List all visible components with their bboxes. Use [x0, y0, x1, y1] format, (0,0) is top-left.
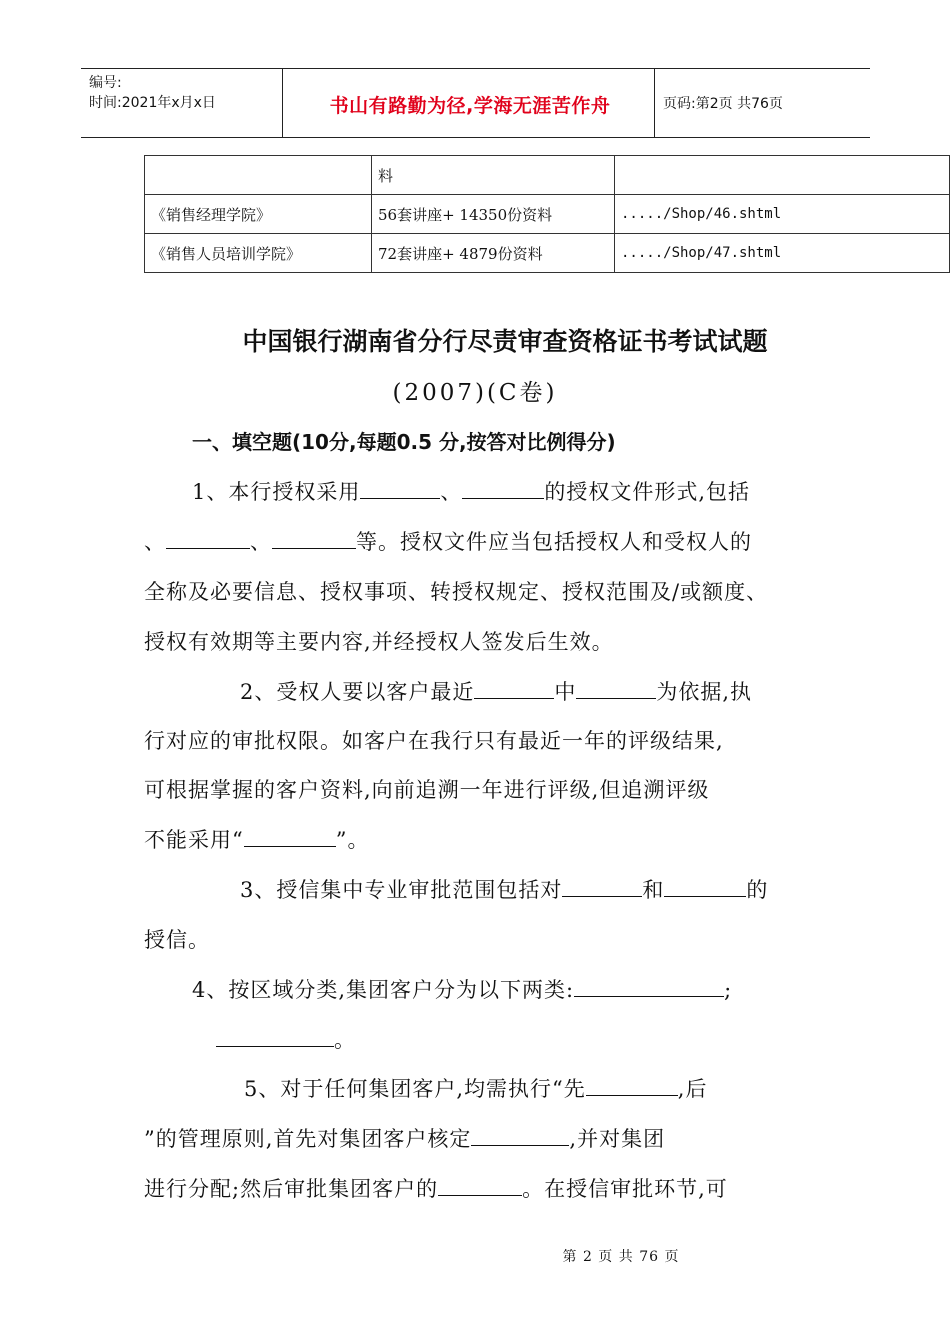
question-2-line: 行对应的审批权限。如客户在我行只有最近一年的评级结果, — [144, 729, 724, 753]
resource-desc: 56套讲座+ 14350份资料 — [372, 195, 615, 234]
resource-desc: 料 — [372, 156, 615, 195]
question-text: 1、本行授权采用 — [192, 480, 361, 504]
question-text: ”。 — [335, 828, 370, 852]
question-1-line: 全称及必要信息、授权事项、转授权规定、授权范围及/或额度、 — [144, 580, 769, 604]
table-row — [145, 195, 950, 234]
question-4-line — [216, 1026, 356, 1054]
question-text: ,并对集团 — [569, 1127, 666, 1151]
answer-blank[interactable] — [216, 1026, 334, 1047]
question-text: 4、按区域分类,集团客户分为以下两类: — [192, 978, 575, 1002]
question-text: 、 — [440, 480, 463, 504]
question-text: 。 — [334, 1028, 356, 1052]
question-2-line — [240, 678, 752, 706]
page-header — [81, 68, 870, 138]
resource-name: 《销售经理学院》 — [145, 195, 372, 234]
question-text: 。在授信审批环节,可 — [522, 1177, 728, 1201]
question-text: 为依据,执 — [656, 680, 753, 704]
answer-blank[interactable] — [562, 876, 642, 897]
serial-label: 编号: — [89, 75, 122, 91]
page-footer: 第 2 页 共 76 页 — [562, 1249, 680, 1265]
question-1-line — [144, 528, 752, 556]
resource-name: 《销售人员培训学院》 — [145, 234, 372, 273]
answer-blank[interactable] — [474, 678, 554, 699]
question-text: 、 — [144, 530, 166, 554]
question-3-line: 授信。 — [144, 928, 210, 952]
question-text: ”的管理原则,首先对集团客户核定 — [144, 1127, 472, 1151]
header-motto: 书山有路勤为径,学海无涯苦作舟 — [329, 95, 611, 117]
question-text: 、 — [250, 530, 272, 554]
answer-blank[interactable] — [360, 478, 440, 499]
resource-table — [144, 155, 950, 273]
question-1-line — [192, 478, 750, 506]
question-text: 等。授权文件应当包括授权人和受权人的 — [356, 530, 752, 554]
date-label: 时间:2021年x月x日 — [89, 95, 216, 111]
question-1-line: 授权有效期等主要内容,并经授权人签发后生效。 — [144, 630, 614, 654]
question-text: 3、授信集中专业审批范围包括对 — [240, 878, 563, 902]
resource-link[interactable]: ...../Shop/47.shtml — [615, 234, 950, 273]
answer-blank[interactable] — [576, 678, 656, 699]
resource-name — [145, 156, 372, 195]
question-text: 中 — [554, 680, 577, 704]
question-text: 进行分配;然后审批集团客户的 — [144, 1177, 439, 1201]
resource-link[interactable]: ...../Shop/46.shtml — [615, 195, 950, 234]
question-text: 不能采用“ — [144, 828, 244, 852]
question-4-line — [192, 976, 732, 1004]
document-subtitle: (2007)(C卷) — [392, 380, 558, 406]
question-5-line — [144, 1125, 665, 1153]
answer-blank[interactable] — [586, 1075, 678, 1096]
question-text: 的 — [746, 878, 769, 902]
answer-blank[interactable] — [272, 528, 356, 549]
header-divider — [282, 69, 283, 137]
resource-desc: 72套讲座+ 4879份资料 — [372, 234, 615, 273]
table-row — [145, 234, 950, 273]
question-text: 和 — [642, 878, 665, 902]
table-row — [145, 156, 950, 195]
question-2-line — [144, 826, 370, 854]
question-text: 2、受权人要以客户最近 — [240, 680, 475, 704]
question-5-line — [244, 1075, 707, 1103]
answer-blank[interactable] — [664, 876, 746, 897]
header-page-info: 页码:第2页 共76页 — [663, 96, 783, 112]
question-text: 5、对于任何集团客户,均需执行“先 — [244, 1077, 586, 1101]
resource-link[interactable] — [615, 156, 950, 195]
question-2-line: 可根据掌握的客户资料,向前追溯一年进行评级,但追溯评级 — [144, 778, 710, 802]
question-text: ; — [724, 978, 733, 1002]
header-divider — [654, 69, 655, 137]
answer-blank[interactable] — [244, 826, 336, 847]
answer-blank[interactable] — [471, 1125, 569, 1146]
question-text: 的授权文件形式,包括 — [544, 480, 751, 504]
section-heading: 一、填空题(10分,每题0.5 分,按答对比例得分) — [192, 430, 616, 454]
answer-blank[interactable] — [438, 1175, 522, 1196]
answer-blank[interactable] — [462, 478, 544, 499]
question-text: ,后 — [677, 1077, 708, 1101]
document-title: 中国银行湖南省分行尽责审查资格证书考试试题 — [242, 327, 768, 356]
answer-blank[interactable] — [574, 976, 724, 997]
question-5-line — [144, 1175, 728, 1203]
header-meta — [89, 73, 279, 113]
answer-blank[interactable] — [166, 528, 250, 549]
question-3-line — [240, 876, 768, 904]
